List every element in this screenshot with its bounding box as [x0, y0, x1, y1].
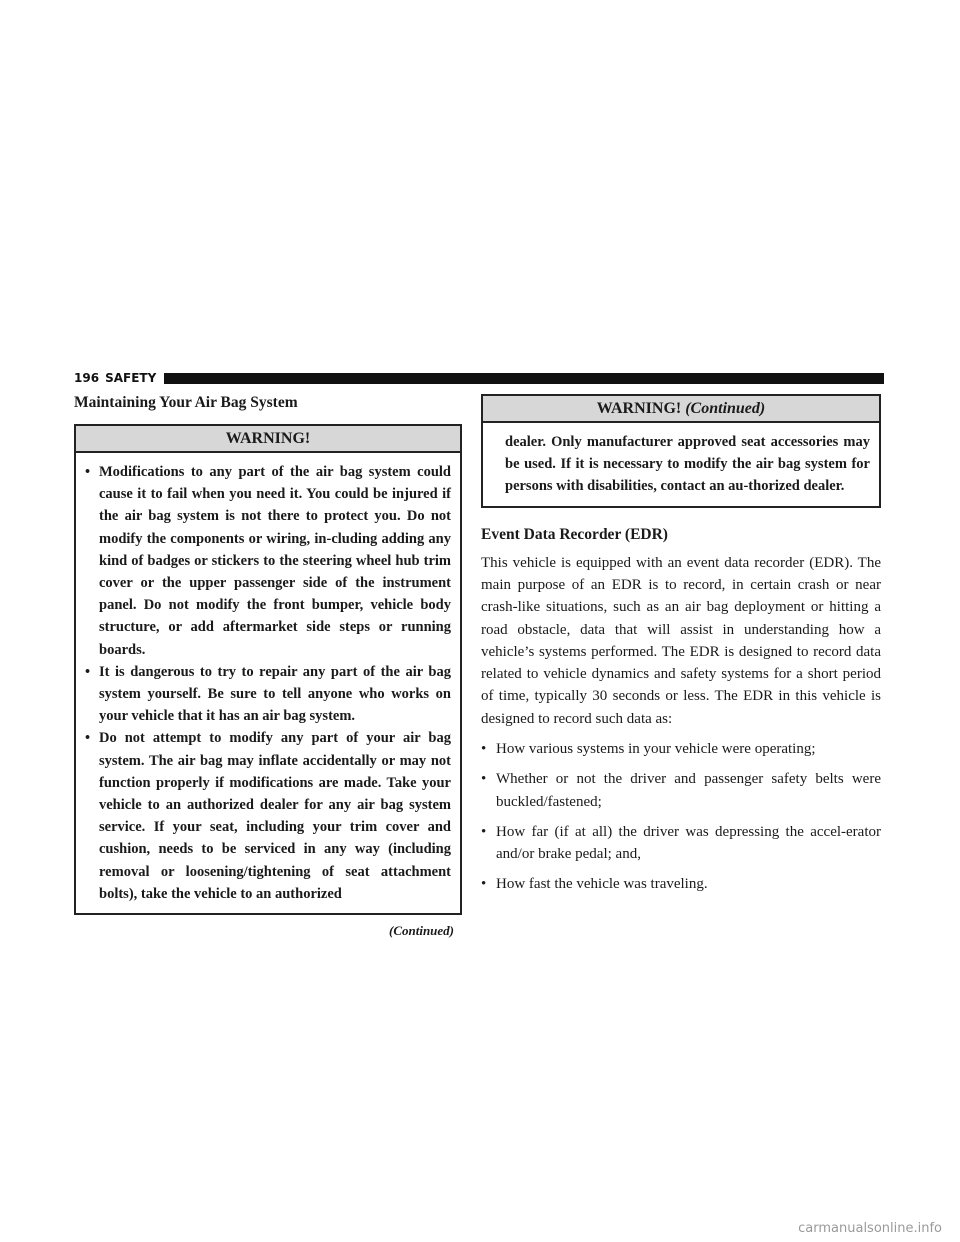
bullet-marker: •	[85, 663, 91, 680]
bullet-marker: •	[481, 740, 487, 757]
page-header	[74, 370, 884, 386]
section-heading-air-bag: Maintaining Your Air Bag System	[74, 394, 298, 411]
warning-continued-label: (Continued)	[685, 400, 766, 417]
bullet-marker: •	[481, 771, 487, 788]
watermark: carmanualsonline.info	[798, 1221, 942, 1236]
warning-body-continued: dealer. Only manufacturer approved seat accessories may be used. If it is necessary to modify the air bag system for persons with disabilities, contact an au-thorized dealer.	[505, 434, 870, 495]
section-title: SAFETY	[105, 371, 157, 385]
list-item-text: How far (if at all) the driver was depressing the accel-erator and/or brake pedal; and,	[496, 823, 881, 863]
continued-note: (Continued)	[388, 923, 454, 939]
list-item	[481, 768, 881, 813]
warning-box-continued	[481, 394, 881, 508]
warning-bullet-text: Modifications to any part of the air bag system could cause it to fail when you need it. You could be injured if the air bag system is not there to protect you. Do not modify the components or wiring, in-cluding adding any kind of badges or stickers to the steering wheel hub trim cover or the upper passenger side of the instrument panel. Do not modify the front bumper, vehicle body structure, or add aftermarket side steps or running boards.	[99, 464, 451, 658]
header-rule	[164, 373, 884, 384]
right-column	[481, 394, 881, 904]
warning-bullet-text: Do not attempt to modify any part of your air bag system. The air bag may inflate accidentally or may not function properly if modifications are made. Take your vehicle to an authorized dealer for any air bag system service. If your seat, including your trim cover and cushion, needs to be serviced in any way (including removal or loosening/tightening of seat attachment bolts), take the vehicle to an authorized	[99, 730, 451, 902]
list-item-text: Whether or not the driver and passenger safety belts were buckled/fastened;	[496, 771, 881, 810]
list-item	[481, 821, 881, 866]
warning-label: WARNING!	[596, 400, 682, 417]
page-number: 196	[74, 371, 100, 385]
list-item-text: How various systems in your vehicle were operating;	[496, 740, 816, 757]
bullet-marker: •	[481, 876, 487, 893]
warning-title-continued	[483, 396, 879, 423]
warning-bullet	[85, 461, 451, 661]
warning-bullet	[85, 661, 451, 728]
edr-bullet-list	[481, 738, 881, 896]
section-heading-edr: Event Data Recorder (EDR)	[481, 525, 668, 543]
list-item	[481, 873, 881, 895]
edr-paragraph: This vehicle is equipped with an event data recorder (EDR). The main purpose of an EDR is to record, in certain crash or near crash-like situations, such as an air bag deployment or hitting a road obstacle, data that will assist in understanding how a vehicle’s systems performed. The EDR is designed to record data related to vehicle dynamics and safety systems for a short period of time, typically 30 seconds or less. The EDR in this vehicle is designed to record such data as:	[481, 554, 881, 727]
bullet-marker: •	[481, 823, 487, 840]
warning-bullet	[85, 727, 451, 905]
list-item-text: How fast the vehicle was traveling.	[496, 876, 708, 893]
left-column	[74, 394, 462, 939]
list-item	[481, 738, 881, 760]
warning-title: WARNING!	[76, 426, 460, 453]
warning-box	[74, 424, 462, 915]
warning-bullet-text: It is dangerous to try to repair any part of the air bag system yourself. Be sure to tell anyone who works on your vehicle that it has an air bag system.	[99, 663, 451, 725]
warning-body	[76, 453, 460, 913]
bullet-marker: •	[85, 730, 91, 747]
bullet-marker: •	[85, 464, 91, 480]
